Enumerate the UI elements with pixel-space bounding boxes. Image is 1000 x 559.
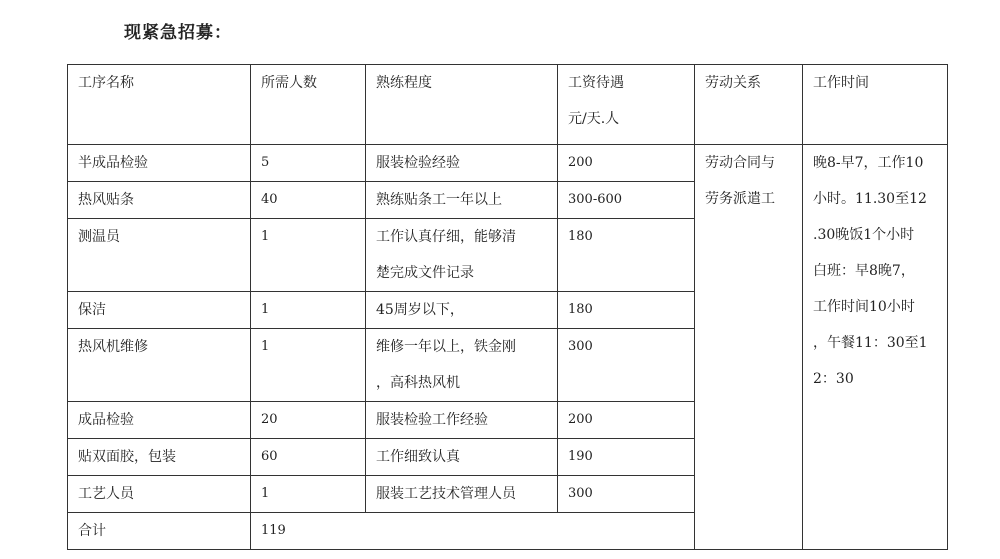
cell-skill: 工作细致认真 xyxy=(366,439,558,476)
header-skill: 熟练程度 xyxy=(366,65,558,145)
page-title: 现紧急招募： xyxy=(124,23,232,43)
hours-line: .30晚饭1个小时 xyxy=(813,227,915,243)
hours-line: 晚8-早7，工作10 xyxy=(813,155,924,171)
header-count: 所需人数 xyxy=(251,65,366,145)
cell-skill xyxy=(366,329,558,402)
hours-line: 工作时间10小时 xyxy=(813,299,915,315)
hours-line: 小时。11.30至12 xyxy=(813,191,927,207)
header-hours: 工作时间 xyxy=(803,65,948,145)
header-wage-line1: 工资待遇 xyxy=(568,75,624,91)
cell-wage: 300 xyxy=(558,329,695,402)
skill-line: 工作认真仔细，能够清 xyxy=(376,229,516,245)
recruitment-table xyxy=(67,64,948,550)
cell-count: 1 xyxy=(251,329,366,402)
skill-line: ，高科热风机 xyxy=(376,375,460,391)
cell-labor-relation xyxy=(695,145,803,550)
cell-skill: 服装检验经验 xyxy=(366,145,558,182)
cell-wage: 180 xyxy=(558,292,695,329)
cell-skill: 45周岁以下， xyxy=(366,292,558,329)
labor-line: 劳务派遣工 xyxy=(705,191,775,207)
cell-skill: 服装工艺技术管理人员 xyxy=(366,476,558,513)
header-labor: 劳动关系 xyxy=(695,65,803,145)
skill-line: 维修一年以上，铁金刚 xyxy=(376,339,516,355)
hours-line: 白班：早8晚7， xyxy=(813,263,915,279)
cell-wage: 200 xyxy=(558,402,695,439)
cell-work-hours xyxy=(803,145,948,550)
cell-count: 5 xyxy=(251,145,366,182)
total-value: 119 xyxy=(251,513,695,550)
cell-count: 20 xyxy=(251,402,366,439)
hours-line: 2：30 xyxy=(813,371,854,387)
cell-skill xyxy=(366,219,558,292)
cell-process: 热风贴条 xyxy=(68,182,251,219)
cell-process: 成品检验 xyxy=(68,402,251,439)
cell-process: 测温员 xyxy=(68,219,251,292)
cell-wage: 300 xyxy=(558,476,695,513)
cell-wage: 300-600 xyxy=(558,182,695,219)
cell-skill: 服装检验工作经验 xyxy=(366,402,558,439)
cell-process: 工艺人员 xyxy=(68,476,251,513)
header-wage xyxy=(558,65,695,145)
cell-process: 热风机维修 xyxy=(68,329,251,402)
cell-process: 贴双面胶，包装 xyxy=(68,439,251,476)
labor-line: 劳动合同与 xyxy=(705,155,775,171)
header-process: 工序名称 xyxy=(68,65,251,145)
cell-count: 1 xyxy=(251,476,366,513)
skill-line: 楚完成文件记录 xyxy=(376,265,474,281)
cell-wage: 180 xyxy=(558,219,695,292)
cell-skill: 熟练贴条工一年以上 xyxy=(366,182,558,219)
cell-wage: 190 xyxy=(558,439,695,476)
cell-count: 40 xyxy=(251,182,366,219)
cell-count: 60 xyxy=(251,439,366,476)
cell-process: 半成品检验 xyxy=(68,145,251,182)
hours-line: ，午餐11：30至1 xyxy=(813,335,928,351)
header-row xyxy=(68,65,948,145)
total-label: 合计 xyxy=(68,513,251,550)
cell-count: 1 xyxy=(251,219,366,292)
header-wage-line2: 元/天.人 xyxy=(568,111,620,127)
cell-process: 保洁 xyxy=(68,292,251,329)
cell-wage: 200 xyxy=(558,145,695,182)
table-row xyxy=(68,145,948,182)
cell-count: 1 xyxy=(251,292,366,329)
